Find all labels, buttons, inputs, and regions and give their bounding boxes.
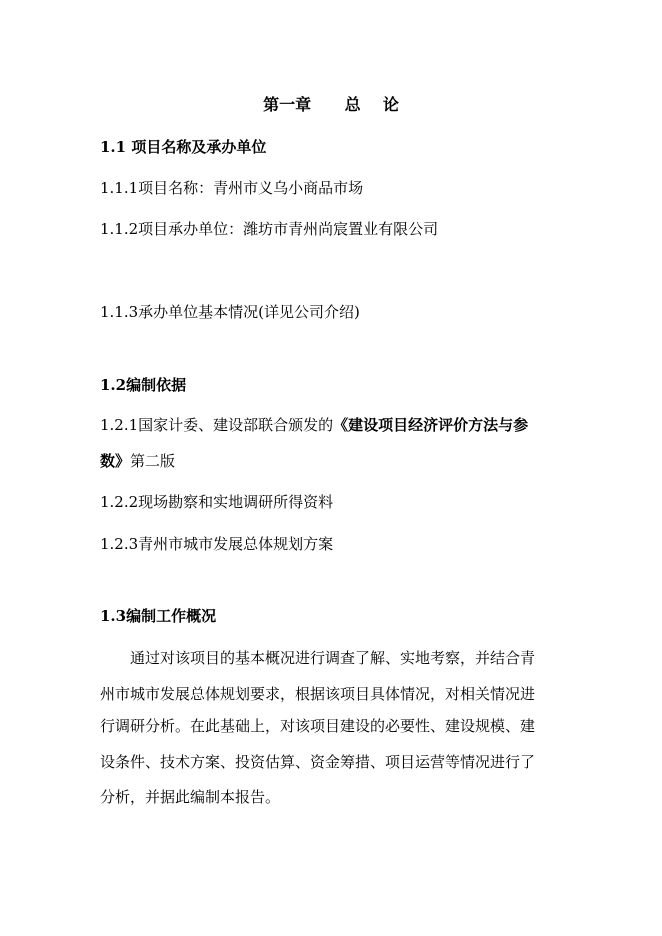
item-1-2-1-book-title: 《建设项目经济评价方法与参	[333, 416, 529, 434]
item-1-1-2: 1.1.2项目承办单位：潍坊市青州尚宸置业有限公司	[100, 220, 439, 238]
item-1-2-1-line2	[100, 451, 175, 471]
paragraph-line-1: 通过对该项目的基本概况进行调查了解、实地考察，并结合青	[130, 649, 536, 667]
item-1-2-3: 1.2.3青州市城市发展总体规划方案	[100, 535, 334, 553]
paragraph-line-2: 州市城市发展总体规划要求，根据该项目具体情况，对相关情况进	[100, 685, 536, 703]
chapter-title: 第一章 总 论	[263, 95, 399, 114]
item-1-2-1-line1	[100, 415, 528, 435]
item-1-2-1-prefix: 1.2.1国家计委、建设部联合颁发的	[100, 416, 334, 434]
paragraph-line-3: 行调研分析。在此基础上，对该项目建设的必要性、建设规模、建	[100, 717, 536, 735]
section-heading-1-3: 1.3编制工作概况	[100, 607, 217, 625]
item-1-1-1: 1.1.1项目名称：青州市义乌小商品市场	[100, 179, 364, 197]
section-heading-1-2: 1.2编制依据	[100, 376, 187, 394]
item-1-1-3: 1.1.3承办单位基本情况(详见公司介绍)	[100, 303, 360, 321]
paragraph-line-4: 设条件、技术方案、投资估算、资金筹措、项目运营等情况进行了	[100, 753, 536, 771]
item-1-2-1-book-title-end: 数》	[100, 452, 131, 470]
item-1-2-2: 1.2.2现场勘察和实地调研所得资料	[100, 493, 334, 511]
item-1-2-1-edition: 第二版	[130, 452, 176, 470]
section-heading-1-1: 1.1 项目名称及承办单位	[100, 138, 267, 156]
paragraph-line-5: 分析，并据此编制本报告。	[100, 788, 281, 806]
